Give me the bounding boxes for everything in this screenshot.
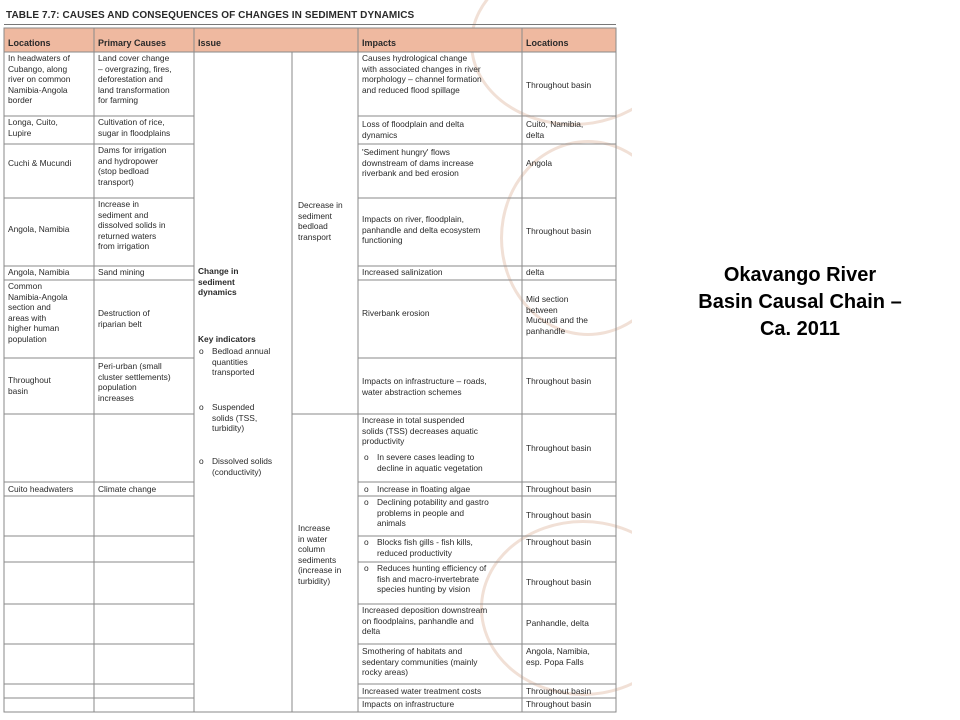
row-cause: Dams for irrigation and hydropower (stop bedload transport): [98, 145, 167, 187]
row-location: Common Namibia-Angola section and areas with higher human population: [8, 281, 68, 344]
sub-issue-increase: Increase in water column sediments (increase in turbidity): [298, 523, 342, 586]
impact-location: Throughout basin: [526, 537, 592, 547]
impact-location: Throughout basin: [526, 510, 592, 520]
impact-location: delta: [526, 267, 545, 277]
impact-sub-item: Blocks fish gills - fish kills, reduced productivity: [377, 537, 473, 558]
impact-location: Throughout basin: [526, 443, 592, 453]
row-cause: Increase in sediment and dissolved solids in returned waters from irrigation: [98, 199, 166, 252]
row-location: [8, 416, 93, 428]
impact-location: Throughout basin: [526, 376, 592, 386]
slide-title-line: Okavango River: [723, 264, 877, 286]
impact-sub-item: Reduces hunting efficiency of fish and macro-invertebrate species hunting by vision: [377, 563, 487, 595]
row-cause: Climate change: [98, 484, 157, 494]
impact-text: Impacts on infrastructure: [362, 699, 455, 709]
impact-location: Throughout basin: [526, 699, 592, 709]
impact-text: Impacts on infrastructure – roads, water abstraction schemes: [362, 376, 487, 397]
slide-title-line: Ca. 2011: [759, 318, 841, 340]
indicator-item: Suspended solids (TSS, turbidity): [212, 402, 258, 434]
indicator-bullet: o: [199, 346, 204, 356]
impact-text: Smothering of habitats and sedentary communities (mainly rocky areas): [362, 646, 478, 678]
slide-title: [640, 262, 960, 343]
sub-issue-decrease: Decrease in sediment bedload transport: [298, 200, 343, 242]
row-location: Angola, Namibia: [8, 224, 70, 234]
impact-text: Increase in total suspended solids (TSS) decreases aquatic productivity: [362, 415, 478, 447]
header-impacts: Impacts: [362, 38, 397, 48]
row-cause: [98, 416, 193, 428]
impact-text: Riverbank erosion: [362, 308, 430, 318]
impact-location: Cuito, Namibia, delta: [526, 119, 584, 140]
row-location: Longa, Cuito, Lupire: [8, 117, 58, 138]
impact-text: Increased water treatment costs: [362, 686, 482, 696]
impact-location: Throughout basin: [526, 226, 592, 236]
indicator-bullet: o: [199, 456, 204, 466]
row-location: In headwaters of Cubango, along river on common Namibia-Angola border: [8, 53, 71, 106]
header-locations: Locations: [8, 38, 51, 48]
impact-location: Angola, Namibia, esp. Popa Falls: [526, 646, 590, 667]
impact-location: Angola: [526, 158, 553, 168]
row-cause: Peri-urban (small cluster settlements) population increases: [98, 361, 171, 403]
header-primary-causes: Primary Causes: [98, 38, 167, 48]
row-location: Cuito headwaters: [8, 484, 74, 494]
slide-title-line: Basin Causal Chain –: [698, 291, 902, 313]
row-cause: Land cover change – overgrazing, fires, deforestation and land transformation for farming: [98, 53, 172, 106]
key-indicators-label: Key indicators: [198, 334, 256, 344]
impact-text: Increased deposition downstream on floodplains, panhandle and delta: [362, 605, 488, 637]
impact-bullet: o: [364, 497, 369, 507]
impact-bullet: o: [364, 563, 369, 573]
impact-text: 'Sediment hungry' flows downstream of dams increase riverbank and bed erosion: [362, 147, 474, 179]
indicator-bullet: o: [199, 402, 204, 412]
impact-sub-item: Declining potability and gastro problems in people and animals: [377, 497, 489, 529]
indicator-item: Dissolved solids (conductivity): [212, 456, 273, 477]
indicator-item: Bedload annual quantities transported: [212, 346, 271, 378]
impact-text: Loss of floodplain and delta dynamics: [362, 119, 464, 140]
impact-sub-item: In severe cases leading to decline in aquatic vegetation: [377, 452, 483, 473]
impact-location: Throughout basin: [526, 577, 592, 587]
impact-location: Throughout basin: [526, 686, 592, 696]
grid-lines: [4, 28, 616, 712]
impact-bullet: o: [364, 484, 369, 494]
row-location: Angola, Namibia: [8, 267, 70, 277]
impact-location: Mid section between Mucundi and the panhandle: [526, 294, 588, 336]
impact-location: Throughout basin: [526, 484, 592, 494]
impact-location: Panhandle, delta: [526, 618, 589, 628]
row-location: Throughout basin: [8, 375, 51, 396]
row-cause: Cultivation of rice, sugar in floodplains: [98, 117, 171, 138]
header-impact-locations: Locations: [526, 38, 569, 48]
impact-sub-item: Increase in floating algae: [377, 484, 471, 494]
impact-text: Causes hydrological change with associated changes in river morphology – channel formation and reduced flood spillage: [362, 53, 482, 95]
row-location: Cuchi & Mucundi: [8, 158, 72, 168]
row-cause: Destruction of riparian belt: [98, 308, 150, 329]
impact-text: Impacts on river, floodplain, panhandle and delta ecosystem functioning: [362, 214, 481, 246]
impact-location: Throughout basin: [526, 80, 592, 90]
impact-bullet: o: [364, 537, 369, 547]
impact-text: Increased salinization: [362, 267, 443, 277]
issue-title: Change in sediment dynamics: [198, 266, 239, 298]
impact-bullet: o: [364, 452, 369, 462]
row-cause: Sand mining: [98, 267, 145, 277]
header-issue: Issue: [198, 38, 222, 48]
header-row-fill: [4, 28, 616, 52]
table-title: TABLE 7.7: CAUSES AND CONSEQUENCES OF CHANGES IN SEDIMENT DYNAMICS: [6, 10, 415, 21]
